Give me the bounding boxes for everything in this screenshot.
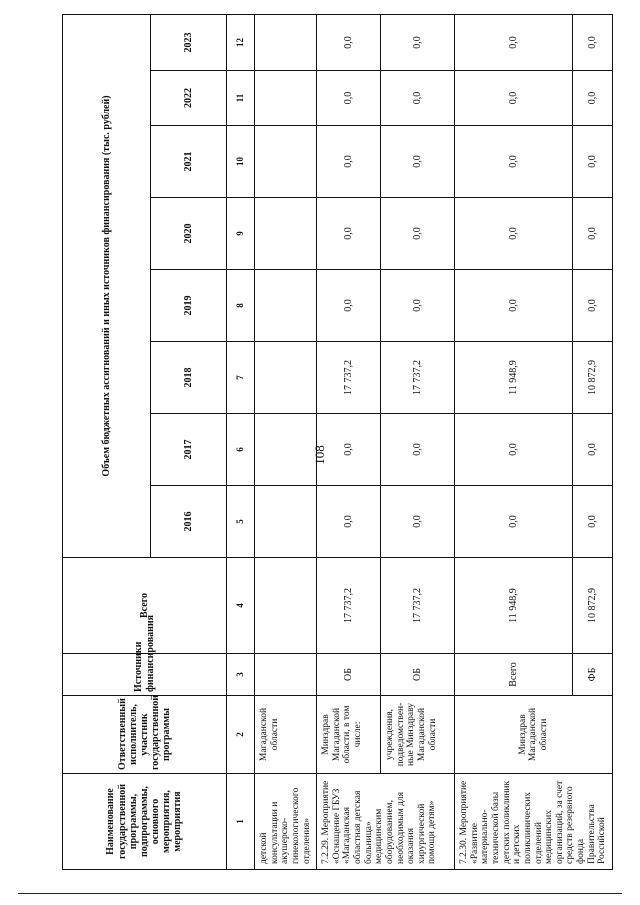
row-source: ОБ (317, 654, 381, 696)
row-total: 17 737,2 (317, 558, 381, 654)
row-value: 0,0 (455, 198, 573, 270)
table-row (455, 14, 573, 869)
header-year: 2018 (151, 342, 227, 414)
column-number: 6 (227, 414, 255, 486)
column-number: 7 (227, 342, 255, 414)
row-value: 0,0 (381, 486, 455, 558)
row-value: 0,0 (572, 486, 612, 558)
row-value: 0,0 (381, 126, 455, 198)
row-source: ФБ (572, 654, 612, 696)
row-value: 0,0 (455, 126, 573, 198)
header-year: 2021 (151, 126, 227, 198)
row-value: 0,0 (455, 270, 573, 342)
row-value: 0,0 (572, 270, 612, 342)
table-row (255, 14, 317, 869)
row-responsible: учреждения, подведомствен-ные Минздраву Магаданской области (381, 696, 455, 774)
funding-table (62, 14, 613, 870)
header-responsible: Ответственный исполнитель, участник государственной программы (63, 696, 227, 774)
header-year: 2016 (151, 486, 227, 558)
rotated-document (62, 15, 608, 870)
column-number: 8 (227, 270, 255, 342)
row-value: 0,0 (381, 198, 455, 270)
column-number: 4 (227, 558, 255, 654)
row-value: 0,0 (317, 270, 381, 342)
row-value (255, 14, 317, 70)
table-row (381, 14, 455, 869)
row-value: 0,0 (381, 414, 455, 486)
row-value: 17 737,2 (317, 342, 381, 414)
row-total: 10 872,9 (572, 558, 612, 654)
row-value: 0,0 (455, 14, 573, 70)
column-number-row (227, 14, 255, 869)
column-number: 1 (227, 774, 255, 870)
row-value: 17 737,2 (381, 342, 455, 414)
page-number: 108 (312, 445, 327, 465)
row-value: 0,0 (317, 71, 381, 126)
column-number: 11 (227, 71, 255, 126)
row-value: 0,0 (455, 71, 573, 126)
row-value: 0,0 (381, 270, 455, 342)
bottom-rule (18, 893, 622, 894)
row-value (255, 71, 317, 126)
column-number: 10 (227, 126, 255, 198)
row-value: 0,0 (317, 14, 381, 70)
row-value: 0,0 (572, 71, 612, 126)
header-year: 2022 (151, 71, 227, 126)
row-value: 10 872,9 (572, 342, 612, 414)
row-responsible: Магаданской области (255, 696, 317, 774)
row-value: 0,0 (317, 486, 381, 558)
row-value: 0,0 (572, 198, 612, 270)
column-number: 5 (227, 486, 255, 558)
row-value: 0,0 (317, 198, 381, 270)
row-value: 0,0 (317, 414, 381, 486)
header-year: 2020 (151, 198, 227, 270)
header-year: 2023 (151, 14, 227, 70)
column-number: 9 (227, 198, 255, 270)
row-value (255, 198, 317, 270)
header-year: 2017 (151, 414, 227, 486)
header-source: Источники финансирования (63, 654, 227, 696)
header-year: 2019 (151, 270, 227, 342)
row-value (255, 270, 317, 342)
row-value: 11 948,9 (455, 342, 573, 414)
table-row (317, 14, 381, 869)
row-value (255, 342, 317, 414)
row-value: 0,0 (572, 14, 612, 70)
row-total: 11 948,9 (455, 558, 573, 654)
header-total: Всего (63, 558, 227, 654)
column-number: 3 (227, 654, 255, 696)
row-value (255, 414, 317, 486)
row-responsible: Минздрав Магаданской области, в том числе: (317, 696, 381, 774)
row-value: 0,0 (381, 71, 455, 126)
row-value: 0,0 (381, 14, 455, 70)
row-value: 0,0 (455, 414, 573, 486)
column-number: 12 (227, 14, 255, 70)
row-total: 17 737,2 (381, 558, 455, 654)
header-name: Наименование государственной программы, подпрограммы, основного мероприятия, мероприятия (63, 774, 227, 870)
row-name: детской консультации и акушерско-гинекологического отделения» (255, 774, 317, 870)
row-name: 7.2.30. Мероприятие «Развитие материально-технической базы детских поликлиник и детских поликлинических отделений медицинских организаций, за счет средств резервного фонда Правительства Российской (455, 774, 613, 870)
row-value: 0,0 (572, 414, 612, 486)
row-source: Всего (455, 654, 573, 696)
column-number: 2 (227, 696, 255, 774)
row-value (255, 126, 317, 198)
header-funding-group: Объем бюджетных ассигнований и иных источников финансирования (тыс. рублей) (63, 14, 151, 557)
row-source (255, 654, 317, 696)
header-row-1 (63, 14, 151, 869)
row-value (255, 486, 317, 558)
row-responsible: Минздрав Магаданской области (455, 696, 613, 774)
row-value: 0,0 (572, 126, 612, 198)
row-name: 7.2.29. Мероприятие «Оснащение ГБУЗ «Магаданская областная детская больница» медицинским оборудованием, необходимым для оказания хирургической помощи детям» (317, 774, 455, 870)
row-source: ОБ (381, 654, 455, 696)
row-total (255, 558, 317, 654)
row-value: 0,0 (317, 126, 381, 198)
row-value: 0,0 (455, 486, 573, 558)
